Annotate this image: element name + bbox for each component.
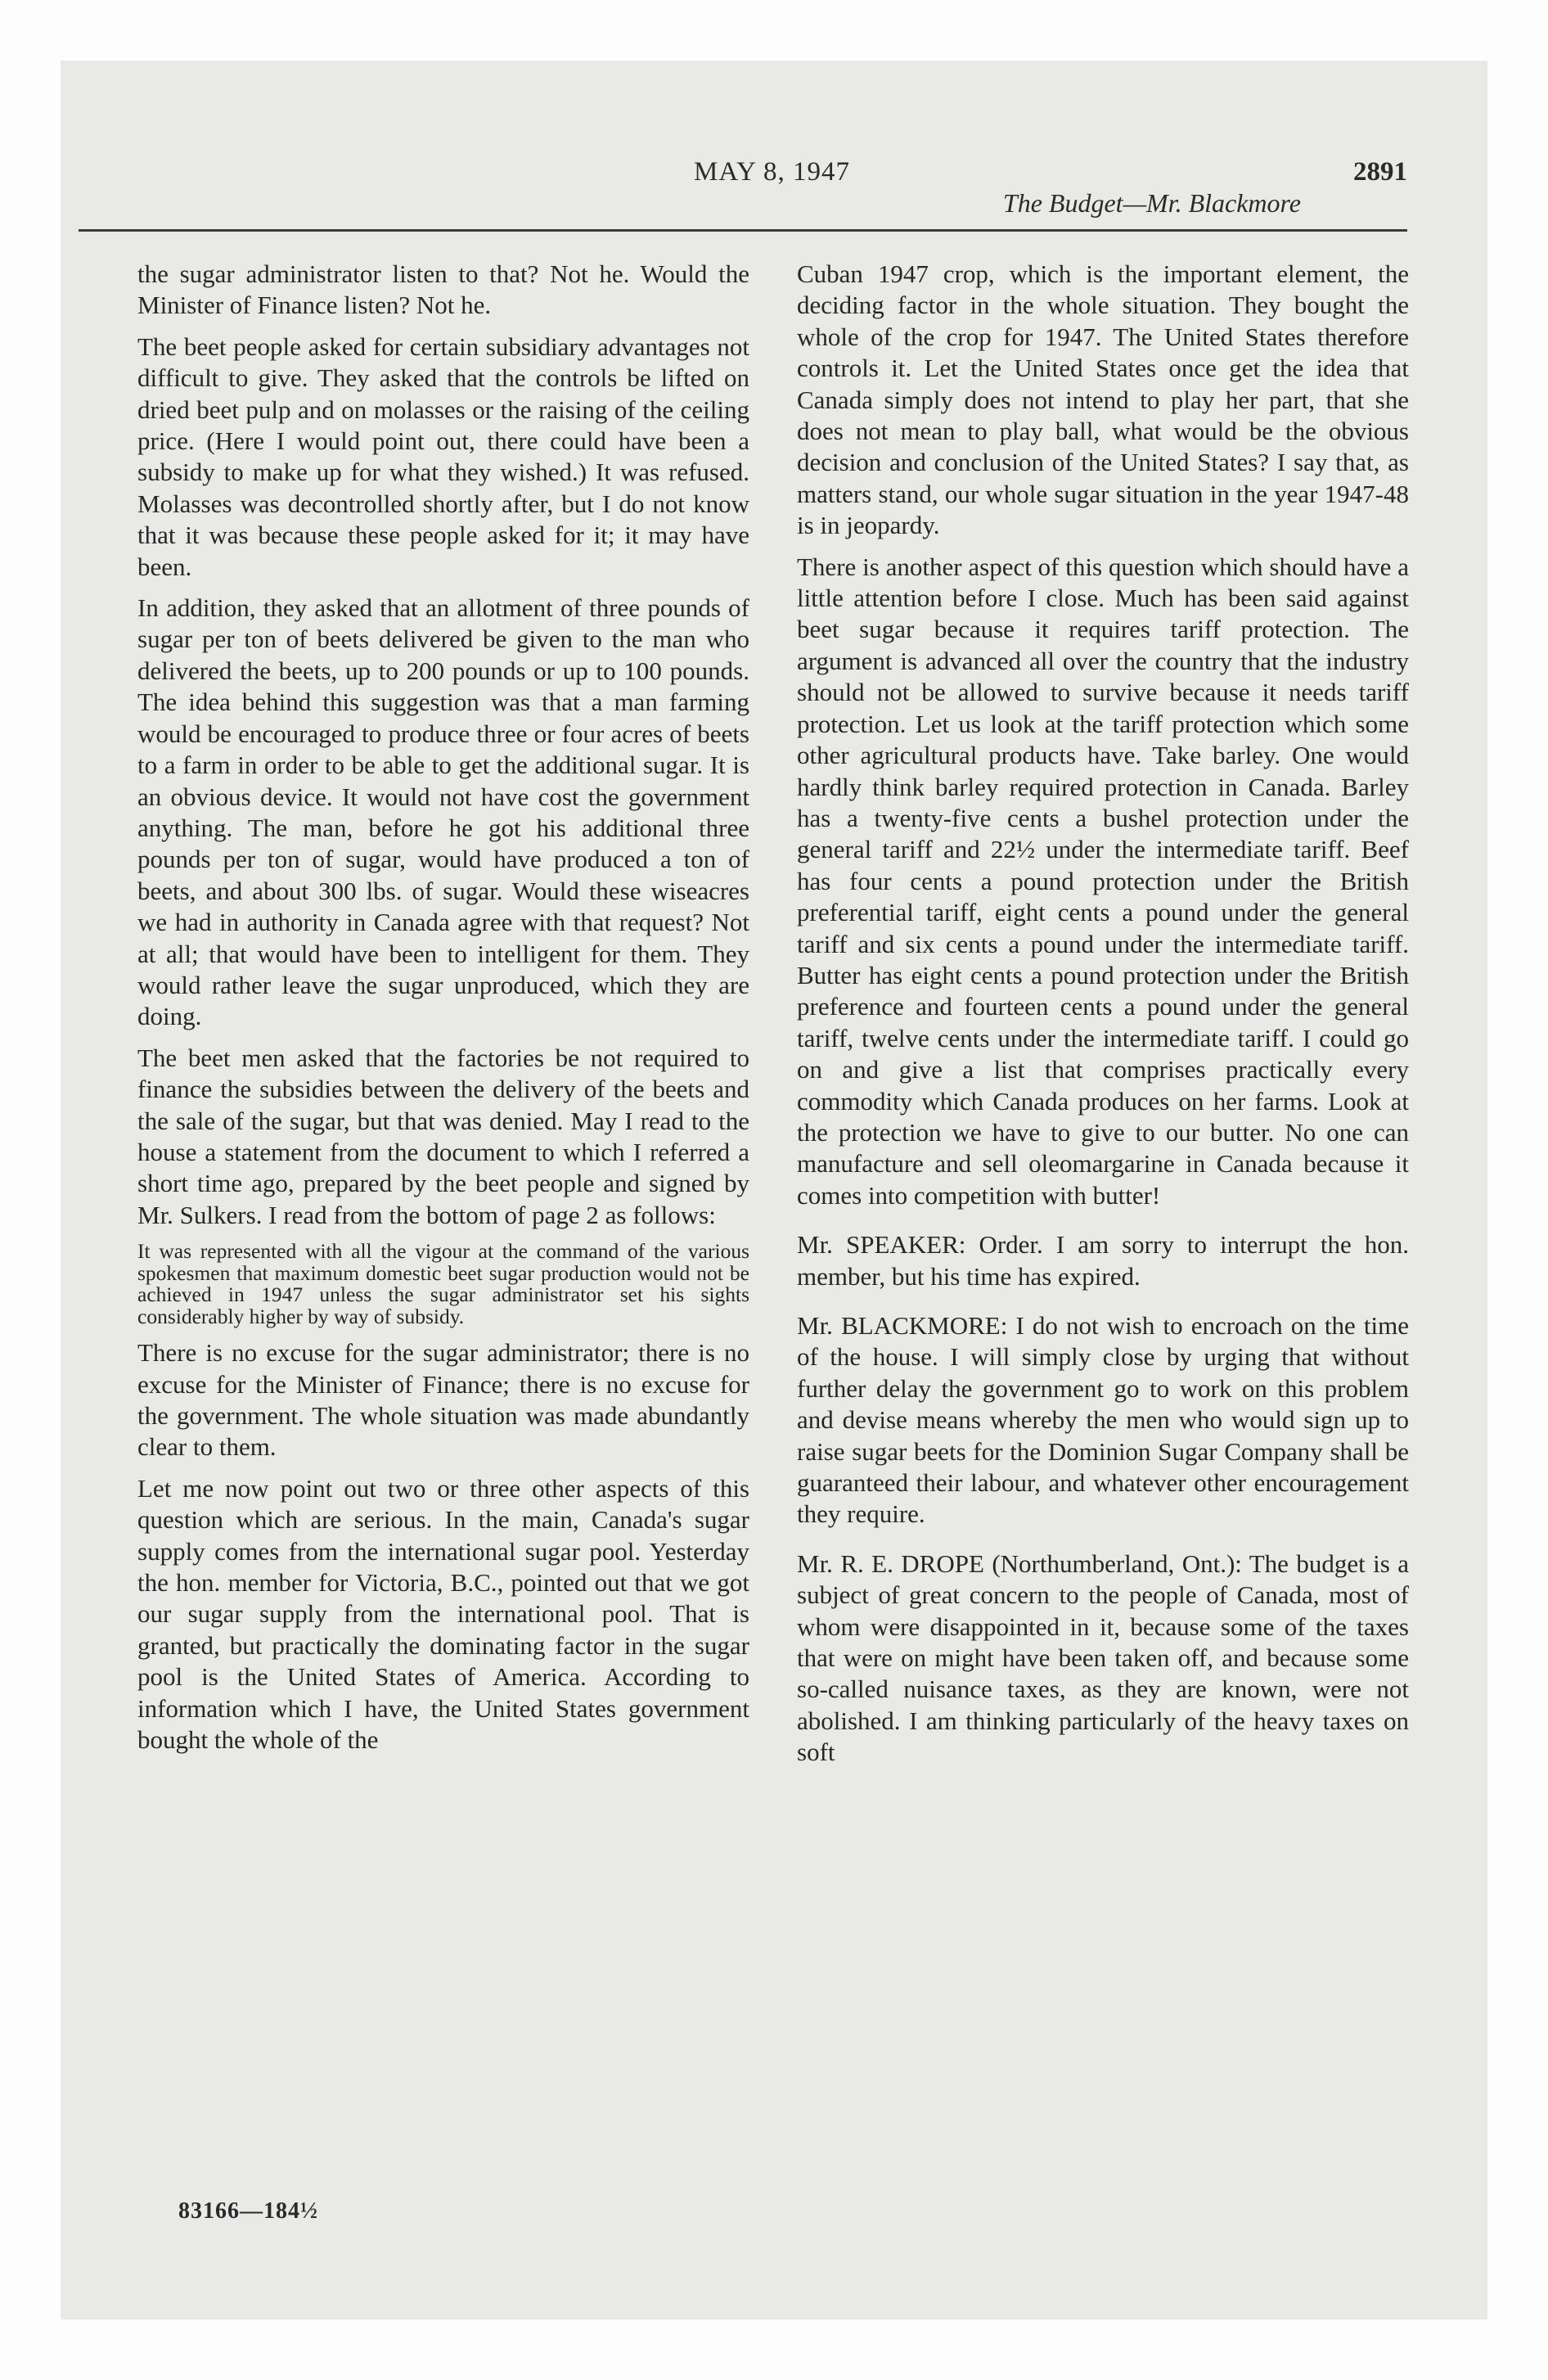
left-column (137, 259, 749, 1765)
paragraph: The beet men asked that the factories be not required to finance the subsidies between the delivery of the beets and the sale of the sugar, but that was denied. May I read to the house a statement from the document to which I referred a short time ago, prepared by the beet people and signed by Mr. Sulkers. I read from the bottom of page 2 as follows: (137, 1043, 749, 1229)
paragraph: The beet people asked for certain subsidiary advantages not difficult to give. They asked that the controls be lifted on dried beet pulp and on molasses or the raising of the ceiling price. (Here I would point out, there could have been a subsidy to make up for what they wished.) It was refused. Molasses was decontrolled shortly after, but I do not know that it was because these people asked for it; it may have been. (137, 331, 749, 581)
paragraph: Let me now point out two or three other aspects of this question which are serious. In the main, Canada's sugar supply comes from the international sugar pool. Yesterday the hon. member for Victoria, B.C., pointed out that we got our sugar supply from the international pool. That is granted, but practically the dominating factor in the sugar pool is the United States of America. According to information which I have, the United States government bought the whole of the (137, 1473, 749, 1755)
header-date: MAY 8, 1947 (694, 157, 851, 187)
page-header (79, 157, 1407, 232)
printer-code: 83166—184½ (178, 2198, 318, 2224)
paragraph: Mr. R. E. DROPE (Northumberland, Ont.): The budget is a subject of great concern to the people of Canada, most of whom were disappointed in it, because some of the taxes that were on might have been taken off, and because some so-called nuisance taxes, as they are known, were not abolished. I am thinking particularly of the heavy taxes on soft (797, 1548, 1409, 1767)
paragraph: the sugar administrator listen to that? Not he. Would the Minister of Finance listen? Not he. (137, 259, 749, 320)
paragraph: Mr. BLACKMORE: I do not wish to encroach on the time of the house. I will simply close by urging that without further delay the government go to work on this problem and devise means whereby the men who would sign up to raise sugar beets for the Dominion Sugar Company shall be guaranteed their labour, and whatever other encouragement they require. (797, 1311, 1409, 1529)
paragraph: Cuban 1947 crop, which is the important element, the deciding factor in the whole situation. They bought the whole of the crop for 1947. The United States therefore controls it. Let the United States once get the idea that Canada simply does not intend to play her part, that she does not mean to play ball, what would be the obvious decision and conclusion of the United States? I say that, as matters stand, our whole sugar situation in the year 1947-48 is in jeopardy. (797, 259, 1409, 540)
header-subtitle: The Budget—Mr. Blackmore (1002, 188, 1301, 218)
paragraph: There is no excuse for the sugar administrator; there is no excuse for the Minister of Finance; there is no excuse for the government. The whole situation was made abundantly clear to them. (137, 1338, 749, 1462)
paragraph: Mr. SPEAKER: Order. I am sorry to interrupt the hon. member, but his time has expired. (797, 1230, 1409, 1291)
page-number: 2891 (1353, 157, 1407, 187)
paragraph: There is another aspect of this question which should have a little attention before I close. Much has been said against beet sugar because it requires tariff protection. The argument is advanced all over the country that the industry should not be allowed to survive because it needs tariff protection. Let us look at the tariff protection which some other agricultural products have. Take barley. One would hardly think barley required protection in Canada. Barley has a twenty-five cents a bushel protection under the general tariff and 22½ under the intermediate tariff. Beef has four cents a pound protection under the British preferential tariff, eight cents a pound under the general tariff and six cents a pound under the intermediate tariff. Butter has eight cents a pound protection under the British preference and fourteen cents a pound under the general tariff, twelve cents under the intermediate tariff. I could go on and give a list that comprises practically every commodity which Canada produces on her farms. Look at the protection we have to give to our butter. No one can manufacture and sell oleomargarine in Canada because it comes into competition with butter! (797, 552, 1409, 1210)
block-quote: It was represented with all the vigour at the command of the various spokesmen that maximum domestic beet sugar production would not be achieved in 1947 unless the sugar administrator set his sights considerably higher by way of subsidy. (137, 1239, 749, 1328)
paragraph: In addition, they asked that an allotment of three pounds of sugar per ton of beets delivered be given to the man who delivered the beets, up to 200 pounds or up to 100 pounds. The idea behind this suggestion was that a man farming would be encouraged to produce three or four acres of beets to a farm in order to be able to get the additional sugar. It is an obvious device. It would not have cost the government anything. The man, before he got his additional three pounds per ton of sugar, would have produced a ton of beets, and about 300 lbs. of sugar. Would these wiseacres we had in authority in Canada agree with that request? Not at all; that would have been to intelligent for them. They would rather leave the sugar unproduced, which they are doing. (137, 593, 749, 1031)
right-column (797, 259, 1409, 1778)
